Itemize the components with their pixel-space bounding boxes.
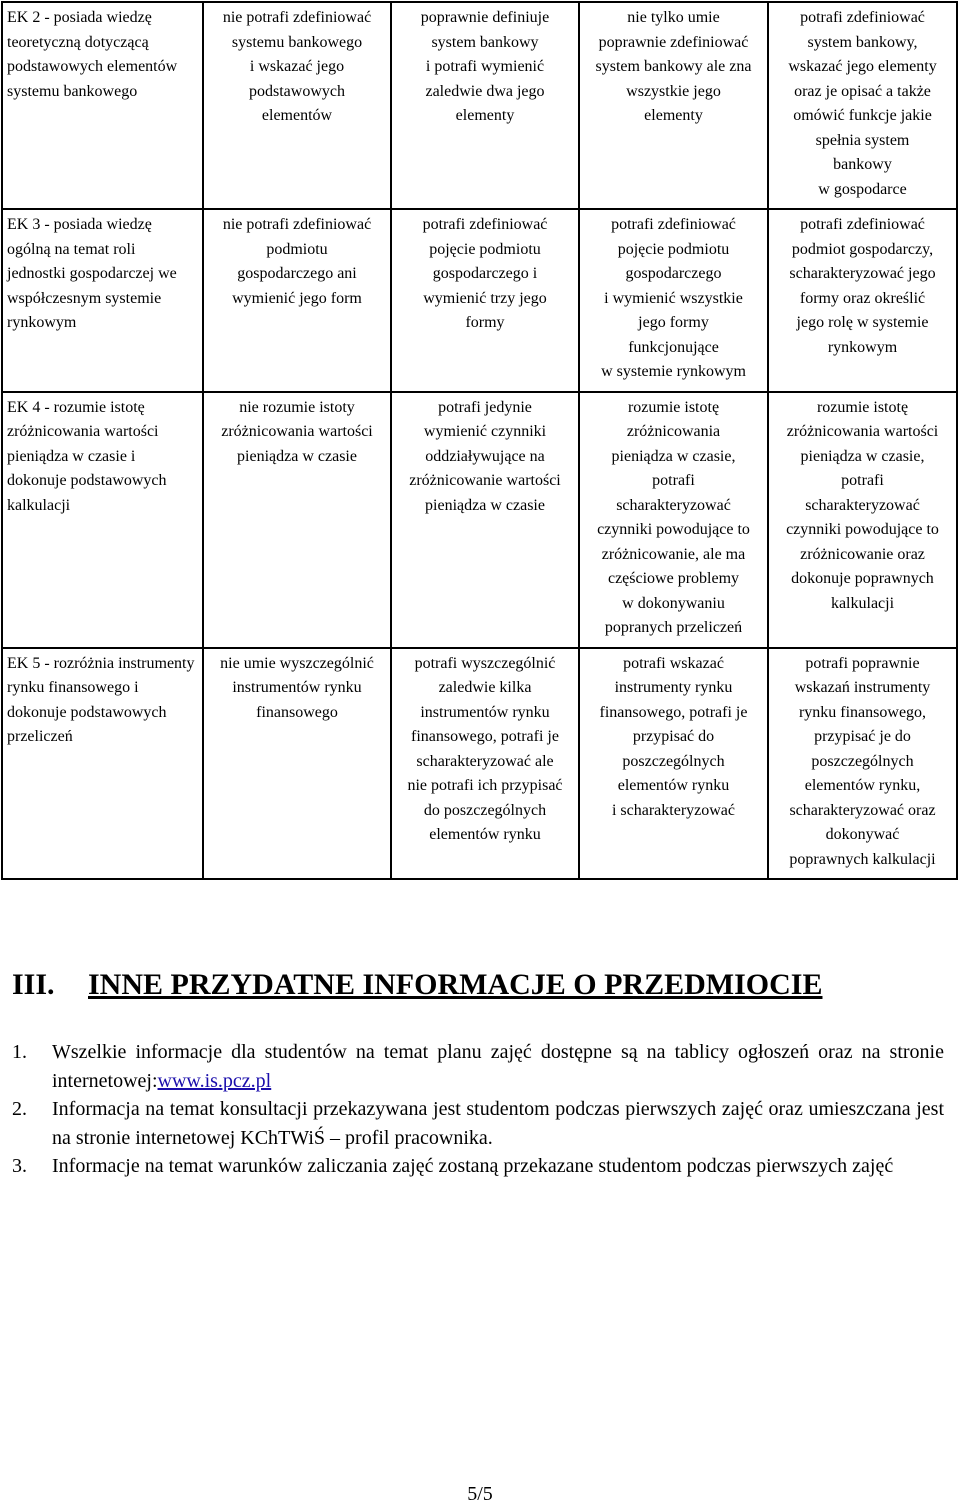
learning-outcome-cell: EK 5 - rozróżnia instrumenty rynku finansowego i dokonuje podstawowych przeliczeń [2, 648, 203, 880]
page-number: 5/5 [467, 1483, 493, 1505]
table-row [2, 392, 957, 648]
learning-outcome-cell: EK 4 - rozumie istotę zróżnicowania wartości pieniądza w czasie i dokonuje podstawowych kalkulacji [2, 392, 203, 648]
grade-cell: potrafi wyszczególnić zaledwie kilka instrumentów rynku finansowego, potrafi je scharakteryzować ale nie potrafi ich przypisać do poszczególnych elementów rynku [391, 648, 579, 880]
grade-cell: nie potrafi zdefiniować podmiotu gospodarczego ani wymienić jego form [203, 209, 391, 392]
list-item-text: Informacja na temat konsultacji przekazywana jest studentom podczas pierwszych zajęć oraz umieszczana jest na stronie internetowej KChTWiŚ – profil pracownika. [52, 1098, 944, 1149]
grade-cell: potrafi wskazać instrumenty rynku finansowego, potrafi je przypisać do poszczególnych elementów rynku i scharakteryzować [579, 648, 768, 880]
learning-outcome-cell: EK 2 - posiada wiedzę teoretyczną dotyczącą podstawowych elementów systemu bankowego [2, 2, 203, 209]
grade-cell: potrafi zdefiniować pojęcie podmiotu gospodarczego i wymienić wszystkie jego formy funkcjonujące w systemie rynkowym [579, 209, 768, 392]
table-row [2, 2, 957, 209]
list-item-text: Wszelkie informacje dla studentów na temat planu zajęć dostępne są na tablicy ogłoszeń oraz na stronie internetowej:www.is.pcz.pl [52, 1041, 944, 1092]
info-list [12, 1038, 944, 1181]
table-row [2, 209, 957, 392]
grade-cell: potrafi jedynie wymienić czynniki oddziaływujące na zróżnicowanie wartości pieniądza w czasie [391, 392, 579, 648]
list-item-number: 3. [12, 1155, 27, 1177]
grade-cell: nie rozumie istoty zróżnicowania wartości pieniądza w czasie [203, 392, 391, 648]
list-item [12, 1038, 944, 1095]
assessment-table [1, 1, 958, 880]
website-link[interactable]: www.is.pcz.pl [157, 1069, 272, 1092]
section-number: III. [12, 968, 55, 1001]
grade-cell: nie tylko umie poprawnie zdefiniować system bankowy ale zna wszystkie jego elementy [579, 2, 768, 209]
learning-outcome-cell: EK 3 - posiada wiedzę ogólną na temat roli jednostki gospodarczej we współczesnym systemie rynkowym [2, 209, 203, 392]
list-item-number: 1. [12, 1041, 27, 1063]
list-item-text: Informacje na temat warunków zaliczania zajęć zostaną przekazane studentom podczas pierwszych zajęć [52, 1155, 894, 1177]
grade-cell: nie potrafi zdefiniować systemu bankowego i wskazać jego podstawowych elementów [203, 2, 391, 209]
grade-cell: nie umie wyszczególnić instrumentów rynku finansowego [203, 648, 391, 880]
grade-cell: potrafi zdefiniować system bankowy, wskazać jego elementy oraz je opisać a także omówić funkcje jakie spełnia system bankowy w gospodarce [768, 2, 957, 209]
grade-cell: potrafi zdefiniować pojęcie podmiotu gospodarczego i wymienić trzy jego formy [391, 209, 579, 392]
list-item [12, 1152, 944, 1181]
list-item-number: 2. [12, 1098, 27, 1120]
section-title: INNE PRZYDATNE INFORMACJE O PRZEDMIOCIE [88, 968, 823, 1001]
grade-cell: potrafi zdefiniować podmiot gospodarczy, scharakteryzować jego formy oraz określić jego rolę w systemie rynkowym [768, 209, 957, 392]
grade-cell: rozumie istotę zróżnicowania wartości pieniądza w czasie, potrafi scharakteryzować czynniki powodujące to zróżnicowanie oraz dokonuje poprawnych kalkulacji [768, 392, 957, 648]
table-row [2, 648, 957, 880]
grade-cell: poprawnie definiuje system bankowy i potrafi wymienić zaledwie dwa jego elementy [391, 2, 579, 209]
section-heading [12, 968, 942, 1002]
grade-cell: potrafi poprawnie wskazań instrumenty rynku finansowego, przypisać je do poszczególnych elementów rynku, scharakteryzować oraz dokonywać poprawnych kalkulacji [768, 648, 957, 880]
list-item [12, 1095, 944, 1152]
grade-cell: rozumie istotę zróżnicowania pieniądza w czasie, potrafi scharakteryzować czynniki powodujące to zróżnicowanie, ale ma częściowe problemy w dokonywaniu popranych przeliczeń [579, 392, 768, 648]
